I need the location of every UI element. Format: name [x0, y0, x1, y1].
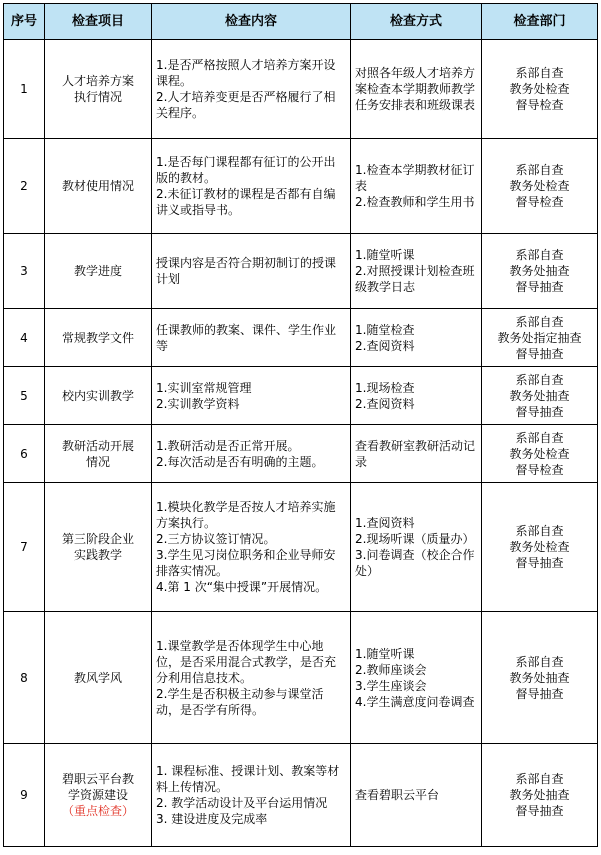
- table-row: [4, 139, 598, 234]
- check-dept-line: 系部自查: [515, 372, 564, 387]
- check-dept: [482, 367, 598, 425]
- table-row: [4, 744, 598, 847]
- check-dept-line: 系部自查: [515, 524, 564, 538]
- check-dept: [482, 612, 598, 744]
- check-dept-line: 系部自查: [515, 314, 564, 329]
- check-item-line: 教材使用情况: [61, 179, 134, 193]
- check-dept-line: 督导抽查: [515, 804, 564, 818]
- check-dept-line: 督导抽查: [515, 404, 564, 419]
- table-body: [4, 40, 598, 847]
- row-number: 9: [4, 744, 45, 847]
- row-number: 7: [4, 483, 45, 612]
- check-dept-line: 系部自查: [515, 654, 564, 669]
- check-method-line: 查看碧职云平台: [355, 788, 440, 802]
- row-number: 3: [4, 234, 45, 309]
- check-content-line: 2.学生是否积极主动参与课堂活动，是否学有所得。: [156, 686, 324, 717]
- check-content: [152, 309, 351, 367]
- check-method-line: 2.检查教师和学生用书: [355, 195, 475, 209]
- check-dept-line: 系部自查: [515, 772, 564, 786]
- check-method: [351, 309, 482, 367]
- check-content-line: 1.课堂教学是否体现学生中心地位，是否采用混合式教学，是否充分利用信息技术。: [156, 638, 337, 685]
- check-content-line: 3.学生见习岗位职务和企业导师安排落实情况。: [156, 548, 336, 578]
- table-row: [4, 425, 598, 483]
- check-content: [152, 367, 351, 425]
- check-method-line: 2.教师座谈会: [355, 662, 427, 677]
- check-dept-line: 系部自查: [515, 163, 564, 177]
- check-method-line: 4.学生满意度问卷调查: [355, 694, 475, 709]
- header-no: 序号: [4, 4, 45, 40]
- check-content-line: 1.模块化教学是否按人才培养实施方案执行。: [156, 500, 336, 530]
- check-content-line: 1.是否严格按照人才培养方案开设课程。: [156, 58, 336, 88]
- check-item-line: 实践教学: [73, 548, 122, 562]
- table-row: [4, 234, 598, 309]
- check-dept-line: 教务处检查: [509, 446, 570, 461]
- check-method: [351, 483, 482, 612]
- check-content-line: 1.实训室常规管理: [156, 380, 252, 395]
- check-content-line: 任课教师的教案、课件、学生作业等: [156, 322, 337, 353]
- check-item-line: 第三阶段企业: [61, 532, 134, 546]
- check-item-line: 教研活动开展: [61, 438, 134, 453]
- row-number: 8: [4, 612, 45, 744]
- check-content: [152, 40, 351, 139]
- check-dept-line: 系部自查: [515, 248, 564, 262]
- key-check-note: （重点检查）: [61, 804, 134, 818]
- check-method-line: 查看教研室教研活动记录: [355, 438, 476, 469]
- check-dept: [482, 309, 598, 367]
- row-number: 6: [4, 425, 45, 483]
- check-item-line: 教学进度: [73, 264, 122, 278]
- check-content-line: 2.实训教学资料: [156, 396, 240, 411]
- table-row: [4, 612, 598, 744]
- check-dept-line: 督导检查: [515, 462, 564, 477]
- header-content: 检查内容: [152, 4, 351, 40]
- check-dept-line: 教务处检查: [509, 82, 570, 96]
- check-item-line: 学资源建设: [67, 788, 128, 802]
- check-dept-line: 督导检查: [515, 195, 564, 209]
- check-item: [45, 483, 152, 612]
- check-content-line: 2.三方协议签订情况。: [156, 532, 276, 546]
- check-dept-line: 教务处指定抽查: [497, 330, 582, 345]
- check-item: [45, 367, 152, 425]
- check-content-line: 2.未征订教材的课程是否都有自编讲义或指导书。: [156, 187, 336, 217]
- check-dept-line: 督导抽查: [515, 346, 564, 361]
- check-item: [45, 744, 152, 847]
- table-row: [4, 367, 598, 425]
- check-method-line: 3.问卷调查（校企合作处）: [355, 548, 475, 578]
- check-content-line: 授课内容是否符合期初制订的授课计划: [156, 256, 337, 286]
- check-dept: [482, 139, 598, 234]
- check-dept-line: 教务处抽查: [509, 788, 570, 802]
- check-method-line: 2.现场听课（质量办）: [355, 532, 475, 546]
- check-method-line: 1.随堂检查: [355, 322, 415, 337]
- row-number: 5: [4, 367, 45, 425]
- check-content-line: 4.第 1 次“集中授课”开展情况。: [156, 580, 328, 594]
- check-item-line: 碧职云平台教: [61, 772, 134, 786]
- check-method-line: 1.现场检查: [355, 380, 415, 395]
- header-dept: 检查部门: [482, 4, 598, 40]
- check-dept-line: 教务处检查: [509, 179, 570, 193]
- table-row: [4, 40, 598, 139]
- check-content-line: 1. 课程标准、授课计划、教案等材料上传情况。: [156, 764, 340, 794]
- inspection-table: [3, 3, 598, 847]
- header-item: 检查项目: [45, 4, 152, 40]
- check-method-line: 2.查阅资料: [355, 396, 415, 411]
- check-method: [351, 744, 482, 847]
- check-dept: [482, 744, 598, 847]
- check-dept: [482, 483, 598, 612]
- check-method: [351, 40, 482, 139]
- check-item-line: 常规教学文件: [61, 330, 134, 345]
- check-content-line: 1.教研活动是否正常开展。: [156, 438, 300, 453]
- check-method-line: 对照各年级人才培养方案检查本学期教师教学任务安排表和班级课表: [355, 66, 476, 112]
- table-row: [4, 309, 598, 367]
- check-dept-line: 督导检查: [515, 98, 564, 112]
- check-dept-line: 系部自查: [515, 430, 564, 445]
- check-content: [152, 139, 351, 234]
- check-content-line: 2.人才培养变更是否严格履行了相关程序。: [156, 90, 336, 120]
- check-method-line: 1.随堂听课: [355, 646, 415, 661]
- check-dept-line: 教务处抽查: [509, 670, 570, 685]
- check-item-line: 情况: [85, 454, 110, 469]
- check-item-line: 人才培养方案: [61, 74, 134, 88]
- check-dept-line: 教务处抽查: [509, 264, 570, 278]
- check-dept: [482, 40, 598, 139]
- check-method-line: 2.对照授课计划检查班级教学日志: [355, 264, 475, 294]
- check-dept-line: 系部自查: [515, 66, 564, 80]
- check-dept: [482, 425, 598, 483]
- check-content: [152, 234, 351, 309]
- check-method-line: 3.学生座谈会: [355, 678, 427, 693]
- check-item-line: 教风学风: [73, 670, 122, 685]
- check-dept-line: 督导抽查: [515, 280, 564, 294]
- row-number: 2: [4, 139, 45, 234]
- check-content: [152, 483, 351, 612]
- check-content: [152, 744, 351, 847]
- check-method-line: 2.查阅资料: [355, 338, 415, 353]
- check-content-line: 2.每次活动是否有明确的主题。: [156, 454, 324, 469]
- check-content: [152, 425, 351, 483]
- check-dept-line: 教务处抽查: [509, 388, 570, 403]
- check-method-line: 1.检查本学期教材征订表: [355, 163, 475, 193]
- check-item: [45, 234, 152, 309]
- row-number: 4: [4, 309, 45, 367]
- check-content-line: 2. 教学活动设计及平台运用情况: [156, 796, 328, 810]
- row-number: 1: [4, 40, 45, 139]
- check-content: [152, 612, 351, 744]
- check-method: [351, 612, 482, 744]
- check-method: [351, 425, 482, 483]
- check-item: [45, 425, 152, 483]
- check-item: [45, 309, 152, 367]
- check-method-line: 1.查阅资料: [355, 516, 415, 530]
- check-dept-line: 督导抽查: [515, 556, 564, 570]
- check-content-line: 1.是否每门课程都有征订的公开出版的教材。: [156, 155, 336, 185]
- check-item: [45, 40, 152, 139]
- header-method: 检查方式: [351, 4, 482, 40]
- check-method: [351, 234, 482, 309]
- check-item-line: 执行情况: [73, 90, 122, 104]
- check-item: [45, 139, 152, 234]
- check-item: [45, 612, 152, 744]
- check-item-line: 校内实训教学: [61, 388, 134, 403]
- check-method: [351, 139, 482, 234]
- check-dept: [482, 234, 598, 309]
- check-content-line: 3. 建设进度及完成率: [156, 812, 268, 826]
- check-dept-line: 教务处检查: [509, 540, 570, 554]
- header-row: [4, 4, 598, 40]
- table-row: [4, 483, 598, 612]
- check-dept-line: 督导抽查: [515, 686, 564, 701]
- check-method-line: 1.随堂听课: [355, 248, 415, 262]
- check-method: [351, 367, 482, 425]
